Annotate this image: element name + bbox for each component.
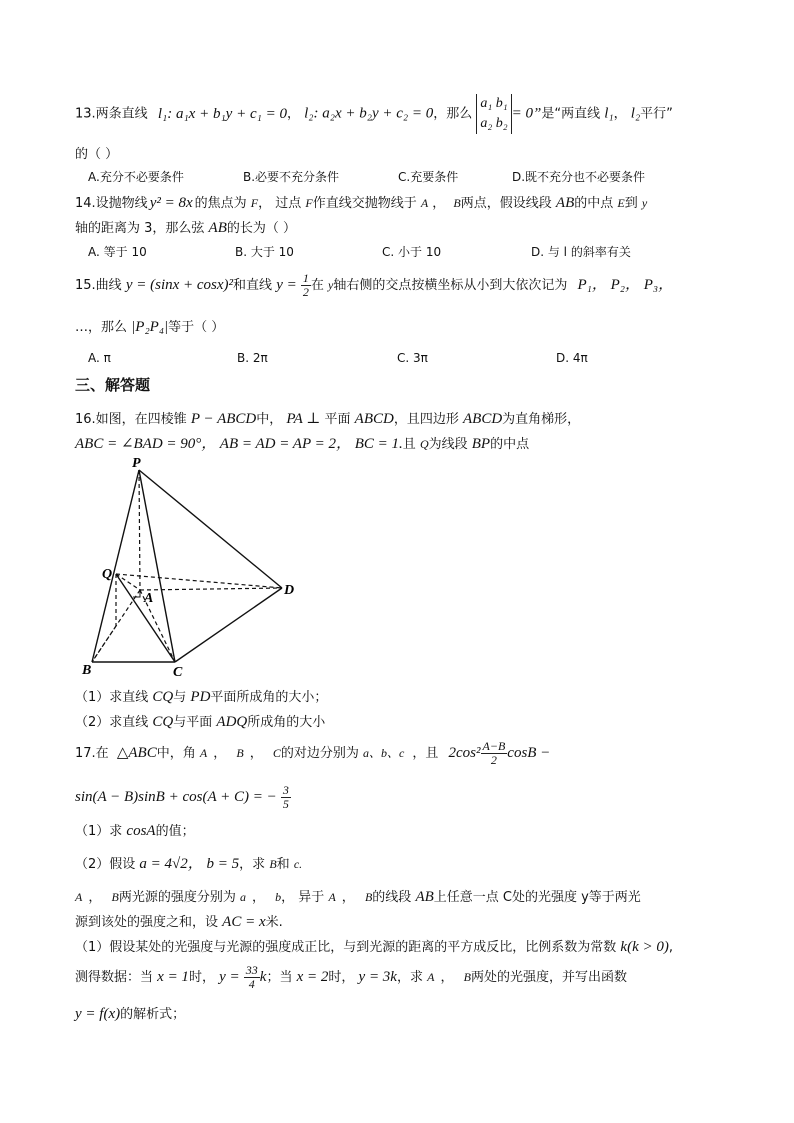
q18-sub1-a: （1）假设某处的光强度与光源的强度成正比，与到光源的距离的平方成反比，比例系数为常数 <box>75 940 617 955</box>
q17-sub2-a: （2）假设 <box>75 857 136 872</box>
edge-pb <box>92 470 139 662</box>
q18-text-4e: ，求 <box>396 970 423 985</box>
q16-sub1 <box>75 686 327 706</box>
q15-frac-den: 2 <box>302 285 309 299</box>
q13-determinant <box>476 94 511 134</box>
q17-fraction <box>481 740 508 767</box>
q18-a3: A <box>427 970 435 984</box>
q17-text-d: ，且 <box>412 746 439 761</box>
q16-line2 <box>75 432 529 453</box>
q18-frac-num: 33 <box>245 963 258 977</box>
q18-sub1 <box>75 936 673 956</box>
q13-comma: ， <box>613 106 627 122</box>
q15-text-a: 15.曲线 <box>75 278 122 293</box>
q16-abcd-2: ABCD <box>463 411 503 427</box>
label-a: A <box>144 591 154 606</box>
q13-option-b: B.必要不充分条件 <box>243 170 340 184</box>
label-b: B <box>82 663 92 678</box>
q17-sub1-b: 的值； <box>155 824 195 839</box>
q15-fraction <box>301 272 311 299</box>
q16-text-a: 16.如图，在四棱锥 <box>75 412 187 427</box>
q18-a: A <box>75 890 83 904</box>
q16-sub2-cq: CQ <box>152 714 174 730</box>
q16-sub1-c: 平面所成角的大小； <box>210 690 328 705</box>
q14-text-g: 的中点 <box>574 196 614 211</box>
q16-sub2 <box>75 711 325 731</box>
q17-frac2-den: 5 <box>282 797 289 811</box>
pyramid-figure <box>70 452 310 682</box>
q17-c2: ， <box>249 746 263 761</box>
q16-sub2-a: （2）求直线 <box>75 715 149 730</box>
q16-text-e: 为直角梯形， <box>502 412 581 427</box>
q14-a: A <box>420 196 429 210</box>
q17-line1 <box>75 740 550 767</box>
q18-line1 <box>75 886 641 906</box>
q17-sub2-math: a = 4√2， b = 5 <box>139 856 240 872</box>
q14-focus-2: F <box>305 196 313 210</box>
edge-cd <box>175 588 282 662</box>
q15-points: P₁， P₂， P₃， <box>577 277 674 293</box>
q18-fx: y = f(x) <box>75 1006 121 1022</box>
q13-det-bottom: a₂ b₂ <box>480 116 508 131</box>
q14-ab-2: AB <box>208 220 227 236</box>
q18-text-4f: ， <box>440 970 454 985</box>
q18-y2: y = 3k <box>358 969 397 985</box>
label-d: D <box>284 583 295 598</box>
edge-pc <box>139 470 175 662</box>
q18-text-2a: 源到该处的强度之和，设 <box>75 915 219 930</box>
q13-line2: 的（ ） <box>75 147 119 162</box>
q16-abcd: ABCD <box>354 411 394 427</box>
q18-x2: x = 2 <box>296 969 329 985</box>
q14-b: B <box>453 196 461 210</box>
q17-text-b: 中，角 <box>156 746 196 761</box>
q16-pyramid: P − ABCD <box>190 411 257 427</box>
q17-frac-num: A−B <box>482 739 506 753</box>
q13-det-eq: = 0” <box>511 105 542 122</box>
q18-y1k: k <box>259 969 267 985</box>
q13-l1-sym: l₁ <box>604 105 614 122</box>
q16-sub1-cq: CQ <box>152 689 174 705</box>
q18-text-2b: 米. <box>265 915 283 930</box>
q15-p2p4: |P₂P₄| <box>131 319 169 335</box>
q18-text-i: 上任意一点 C处的光强度 y等于两光 <box>433 890 641 905</box>
q16-text-2c: 的中点 <box>490 437 530 452</box>
q14-line1 <box>75 192 647 212</box>
q18-acx: AC = x <box>222 914 266 930</box>
q13-quote: 是“两直线 <box>541 106 601 122</box>
q14-e: E <box>617 196 625 210</box>
q13-sep: ， <box>286 106 300 122</box>
q15-option-b: B. 2π <box>237 351 268 365</box>
q16-sub2-b: 与平面 <box>173 715 213 730</box>
q17-line2 <box>75 784 291 811</box>
q13-option-a: A.充分不必要条件 <box>88 170 184 184</box>
q18-text-e: ， <box>252 890 266 905</box>
edge-pd <box>139 470 282 588</box>
q18-intensity-a: a <box>240 890 246 904</box>
q18-line2 <box>75 911 283 931</box>
q16-sub1-a: （1）求直线 <box>75 690 149 705</box>
q14-focus: F <box>250 196 259 210</box>
label-c: C <box>173 665 183 680</box>
q16-pa-perp: PA ⊥ <box>286 411 321 427</box>
q16-text-c: 平面 <box>324 412 351 427</box>
q14-text-b: 的焦点为 <box>194 196 247 211</box>
q16-text-b: 中， <box>256 412 283 427</box>
q13-option-c: C.充要条件 <box>398 170 459 184</box>
q17-sub1-math: cosA <box>126 823 156 839</box>
q17-text-c: 的对边分别为 <box>280 746 359 761</box>
q18-text-4d: 时， <box>328 970 355 985</box>
edge-qa <box>116 574 140 590</box>
q16-sub2-adq: ADQ <box>216 714 248 730</box>
label-p: P <box>132 456 141 471</box>
q14-text-h: 到 <box>624 196 638 211</box>
q13-parallel: 平行” <box>640 106 673 122</box>
q16-text-d: ，且四边形 <box>393 412 459 427</box>
q15-text-b: 和直线 <box>233 278 273 293</box>
q15-text-c: 在 <box>310 278 324 293</box>
edge-qd <box>116 574 282 588</box>
q15-curve: y = (sinx + cosx)² <box>125 277 234 293</box>
q17-c1: ， <box>213 746 227 761</box>
q18-y1: y = <box>219 969 240 985</box>
q15-line2 <box>75 316 224 336</box>
q18-line4 <box>75 964 627 991</box>
q17-angle-a: A <box>199 746 208 760</box>
q14-y: y <box>641 196 648 210</box>
q15-text-2a: …，那么 <box>75 320 128 335</box>
q14-text-2b: 的长为（ ） <box>226 221 297 236</box>
q14-text-e: ， <box>432 196 446 211</box>
q16-text-2a: 且 <box>402 437 416 452</box>
q18-sub1-b: , <box>668 940 673 955</box>
q18-x1: x = 1 <box>157 969 189 985</box>
q13-l2-sym: l₂ <box>630 105 641 122</box>
q18-text-h: 的线段 <box>372 890 412 905</box>
q18-text-4a: 测得数据：当 <box>75 970 154 985</box>
q17-equation: sin(A − B)sinB + cos(A + C) = − <box>75 789 277 805</box>
q17-fraction-2 <box>281 784 291 811</box>
q15-option-c: C. 3π <box>397 351 428 365</box>
q15-option-d: D. 4π <box>556 351 588 365</box>
q18-fraction <box>244 964 260 991</box>
q18-b3: B <box>463 970 471 984</box>
q18-text-b: ， <box>88 890 102 905</box>
q18-sub1-k: k(k > 0) <box>620 939 669 955</box>
q14-text-d: 作直线交抛物线于 <box>312 196 417 211</box>
q17-sub1 <box>75 820 195 840</box>
q18-text-g: ， <box>341 890 355 905</box>
q17-sides: a、b、c <box>363 746 405 760</box>
label-q: Q <box>102 567 113 582</box>
q15-option-a: A. π <box>88 351 111 365</box>
q15-line1 <box>75 272 673 299</box>
q14-line2 <box>75 217 296 237</box>
q17-frac2-num: 3 <box>282 783 289 797</box>
q16-text-2b: 为线段 <box>428 437 468 452</box>
q15-y: y <box>328 278 334 292</box>
q17-eq-b: cosB − <box>507 745 551 761</box>
q17-sub2-cvar: c. <box>293 857 303 871</box>
q16-conditions: ABC = ∠BAD = 90°， AB = AD = AP = 2， BC = 1. <box>75 436 403 452</box>
q14-option-b: B. 大于 10 <box>235 245 294 259</box>
q17-sub2-bvar: B <box>269 857 277 871</box>
q17-angle-c: C <box>272 746 281 760</box>
q16-bp: BP <box>471 436 491 452</box>
q18-text-4c: ；当 <box>266 970 293 985</box>
q18-ab: AB <box>415 889 434 905</box>
q17-sub1-a: （1）求 <box>75 824 123 839</box>
q17-frac-den: 2 <box>490 753 497 767</box>
q13-then: ，那么 <box>433 106 473 122</box>
q14-option-c: C. 小于 10 <box>382 245 442 259</box>
q17-sub2-c: 和 <box>276 857 290 872</box>
q16-sub1-pd: PD <box>190 689 211 705</box>
q18-text-d: 两光源的强度分别为 <box>118 890 236 905</box>
q13-line1 <box>75 94 673 134</box>
q14-text-c: ， 过点 <box>258 196 302 211</box>
q16-q: Q <box>419 437 429 451</box>
q13-line-l1: l₁: a₁x + b₁y + c₁ = 0 <box>157 105 287 122</box>
edge-pa <box>139 470 140 590</box>
q16-sub1-b: 与 <box>173 690 187 705</box>
q15-text-d: 轴右侧的交点按横坐标从小到大依次记为 <box>333 278 568 293</box>
q13-prefix: 13.两条直线 <box>75 106 148 122</box>
q14-ab: AB <box>555 195 575 211</box>
q15-line-eq: y = <box>276 277 297 293</box>
q14-text-a: 14.设抛物线 <box>75 196 148 211</box>
q17-sub2 <box>75 852 302 873</box>
q18-text-f: ， 异于 <box>281 890 325 905</box>
q18-b: B <box>111 890 119 904</box>
q18-b2: B <box>364 890 373 904</box>
q14-option-a: A. 等于 10 <box>88 245 147 259</box>
q18-text-5: 的解析式； <box>120 1007 186 1022</box>
q18-a2: A <box>328 890 336 904</box>
q17-sub2-b: ，求 <box>239 857 266 872</box>
q13-option-d: D.既不充分也不必要条件 <box>512 170 646 184</box>
q18-text-4g: 两处的光强度，并写出函数 <box>470 970 627 985</box>
q16-line1 <box>75 408 580 428</box>
q18-text-4b: 时， <box>188 970 215 985</box>
q14-text-2a: 轴的距离为 3，那么弦 <box>75 221 205 236</box>
q18-frac-den: 4 <box>248 977 255 991</box>
section-heading: 三、解答题 <box>75 376 151 394</box>
q18-line5 <box>75 1003 185 1023</box>
q18-intensity-b: b <box>275 890 282 904</box>
q15-text-2b: 等于（ ） <box>168 320 225 335</box>
q13-line-l2: l₂: a₂x + b₂y + c₂ = 0 <box>304 105 434 122</box>
q15-frac-num: 1 <box>302 271 309 285</box>
q14-parabola: y² = 8x <box>149 195 193 211</box>
q17-angle-b: B <box>236 746 244 760</box>
q17-eq-a: 2cos² <box>448 745 481 761</box>
q17-triangle: △ABC <box>116 745 157 761</box>
q14-option-d: D. 与 l 的斜率有关 <box>531 245 631 259</box>
q14-text-f: 两点，假设线段 <box>460 196 552 211</box>
q13-det-top: a₁ b₁ <box>480 96 508 111</box>
q17-text-a: 17.在 <box>75 746 109 761</box>
q16-sub2-c: 所成角的大小 <box>247 715 326 730</box>
